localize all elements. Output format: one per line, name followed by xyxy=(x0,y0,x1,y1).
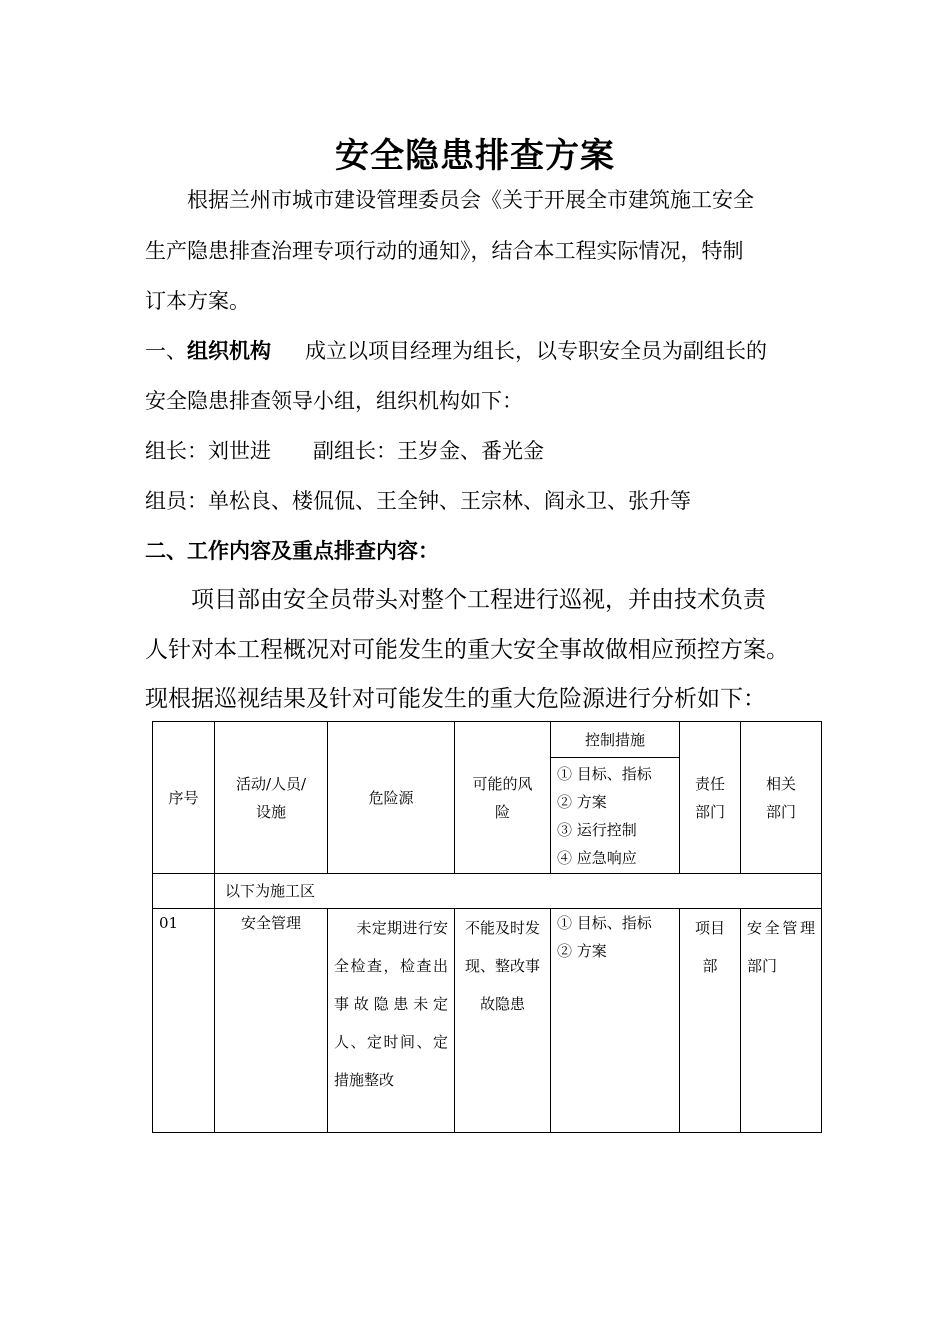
section1-heading-line xyxy=(145,336,825,366)
row-control xyxy=(551,909,680,1133)
leader: 组长：刘世进 xyxy=(145,439,271,463)
row-activity: 安全管理 xyxy=(215,909,328,1133)
header-control-items xyxy=(551,758,680,874)
section1-prefix: 一、 xyxy=(145,339,187,363)
row-seq: 01 xyxy=(153,909,215,1133)
intro-line-1: 根据兰州市城市建设管理委员会《关于开展全市建筑施工安全 xyxy=(187,188,754,212)
header-activity: 活动/人员/设施 xyxy=(215,722,328,874)
header-risk: 可能的风险 xyxy=(455,722,551,874)
control-item: ④ 应急响应 xyxy=(557,848,637,867)
leader-line xyxy=(145,436,825,466)
section1-text-2: 安全隐患排查领导小组，组织机构如下： xyxy=(145,389,523,413)
intro-line-2: 生产隐患排查治理专项行动的通知》，结合本工程实际情况，特制 xyxy=(145,239,744,263)
table-section-row xyxy=(153,874,822,909)
section-row-label: 以下为施工区 xyxy=(215,874,822,909)
table-header-row xyxy=(153,722,822,758)
control-item: ③ 运行控制 xyxy=(557,820,637,839)
section2-heading: 二、工作内容及重点排查内容： xyxy=(145,538,439,563)
intro-line-3: 订本方案。 xyxy=(145,289,250,313)
section-row-empty xyxy=(153,874,215,909)
row-control-item: ② 方案 xyxy=(557,942,607,960)
row-responsible: 项目部 xyxy=(680,909,741,1133)
header-control: 控制措施 xyxy=(551,722,680,758)
row-risk: 不能及时发现、整改事故隐患 xyxy=(455,909,551,1133)
control-item: ① 目标、指标 xyxy=(557,764,652,783)
hazard-table xyxy=(152,721,822,1133)
section1-text-1: 成立以项目经理为组长，以专职安全员为副组长的 xyxy=(305,339,767,363)
control-item: ② 方案 xyxy=(557,792,607,811)
header-related: 相关部门 xyxy=(741,722,822,874)
row-hazard: 未定期进行安全检查，检查出事故隐患未定人、定时间、定措施整改 xyxy=(328,909,455,1133)
row-related: 安全管理部门 xyxy=(741,909,822,1133)
section2-line-2: 人针对本工程概况对可能发生的重大安全事故做相应预控方案。 xyxy=(145,637,789,663)
members-line: 组员：单松良、楼侃侃、王全钟、王宗林、阎永卫、张升等 xyxy=(145,489,691,513)
section2-line-1: 项目部由安全员带头对整个工程进行巡视，并由技术负责 xyxy=(191,587,766,613)
header-seq: 序号 xyxy=(153,722,215,874)
row-control-item: ① 目标、指标 xyxy=(557,914,652,932)
header-hazard: 危险源 xyxy=(328,722,455,874)
section2-line-3: 现根据巡视结果及针对可能发生的重大危险源进行分析如下： xyxy=(145,686,766,712)
document-title: 安全隐患排查方案 xyxy=(335,136,615,176)
table-row xyxy=(153,909,822,1133)
deputy-leaders: 副组长：王岁金、番光金 xyxy=(313,439,544,463)
header-responsible: 责任部门 xyxy=(680,722,741,874)
section1-heading: 组织机构 xyxy=(187,338,271,363)
